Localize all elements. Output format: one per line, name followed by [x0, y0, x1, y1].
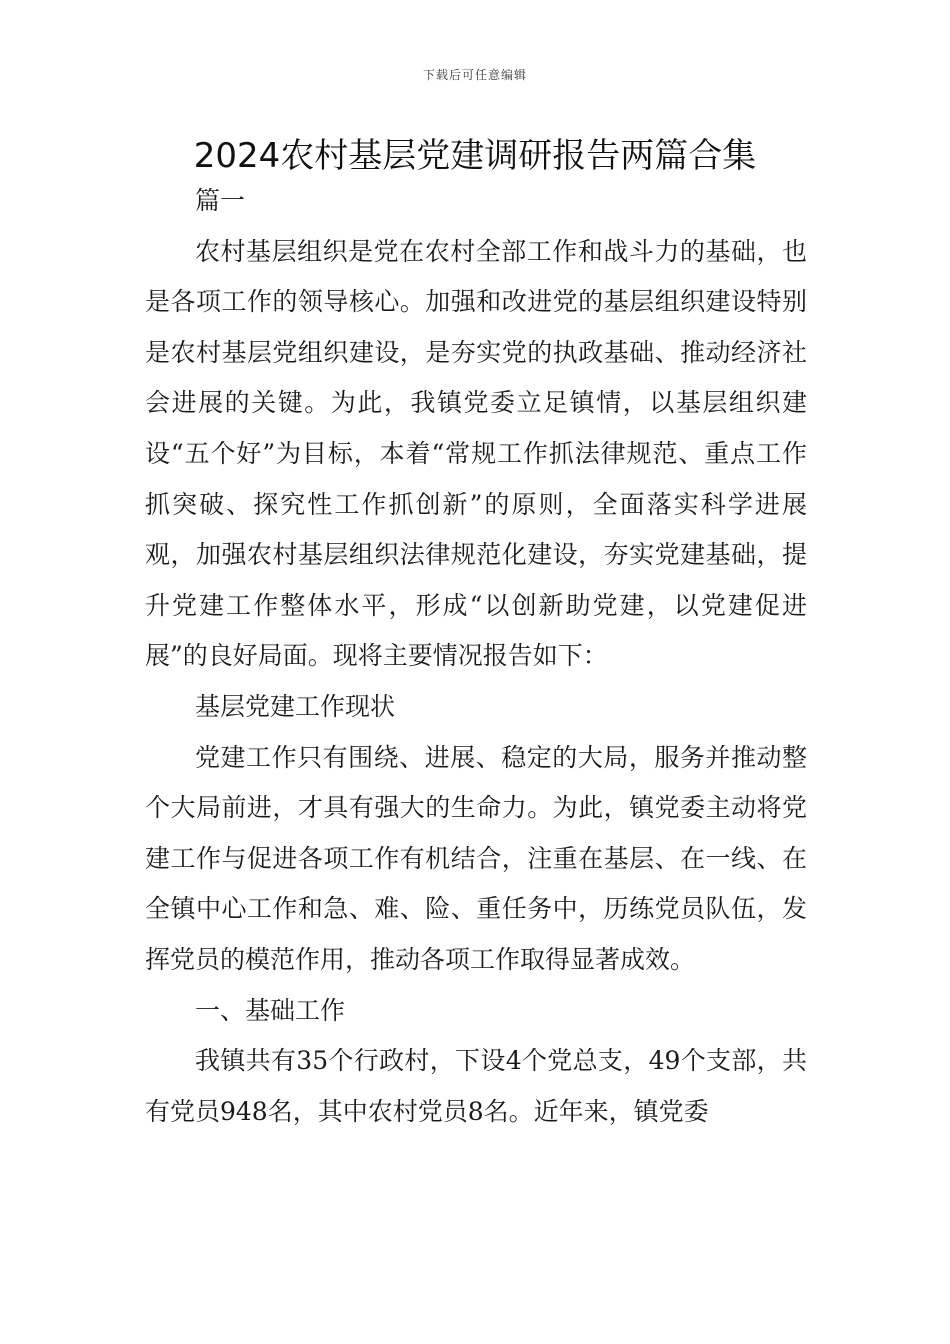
document-title: 2024农村基层党建调研报告两篇合集: [193, 136, 757, 176]
heading-status: 基层党建工作现状: [195, 691, 396, 721]
document-body: [145, 176, 807, 1137]
section-label: 篇一: [195, 186, 246, 215]
paragraph-status: 党建工作只有围绕、进展、稳定的大局，服务并推动整个大局前进，才具有强大的生命力。为此，镇党委主动将党建工作与促进各项工作有机结合，注重在基层、在一线、在全镇中心工作和急、难、险、重任务中，历练党员队伍，发挥党员的模范作用，推动各项工作取得显著成效。: [145, 742, 807, 974]
paragraph-basic-work: 我镇共有35个行政村，下设4个党总支，49个支部，共有党员948名，其中农村党员8名。近年来，镇党委: [145, 1046, 807, 1126]
paragraph-intro: 农村基层组织是党在农村全部工作和战斗力的基础，也是各项工作的领导核心。加强和改进党的基层组织建设特别是农村基层党组织建设，是夯实党的执政基础、推动经济社会进展的关键。为此，我镇党委立足镇情，以基层组织建设“五个好”为目标，本着“常规工作抓法律规范、重点工作抓突破、探究性工作抓创新”的原则，全面落实科学进展观，加强农村基层组织法律规范化建设，夯实党建基础，提升党建工作整体水平，形成“以创新助党建，以党建促进展”的良好局面。现将主要情况报告如下：: [145, 236, 807, 671]
header-note: 下载后可任意编辑: [422, 68, 527, 82]
heading-basic-work: 一、基础工作: [195, 995, 346, 1025]
